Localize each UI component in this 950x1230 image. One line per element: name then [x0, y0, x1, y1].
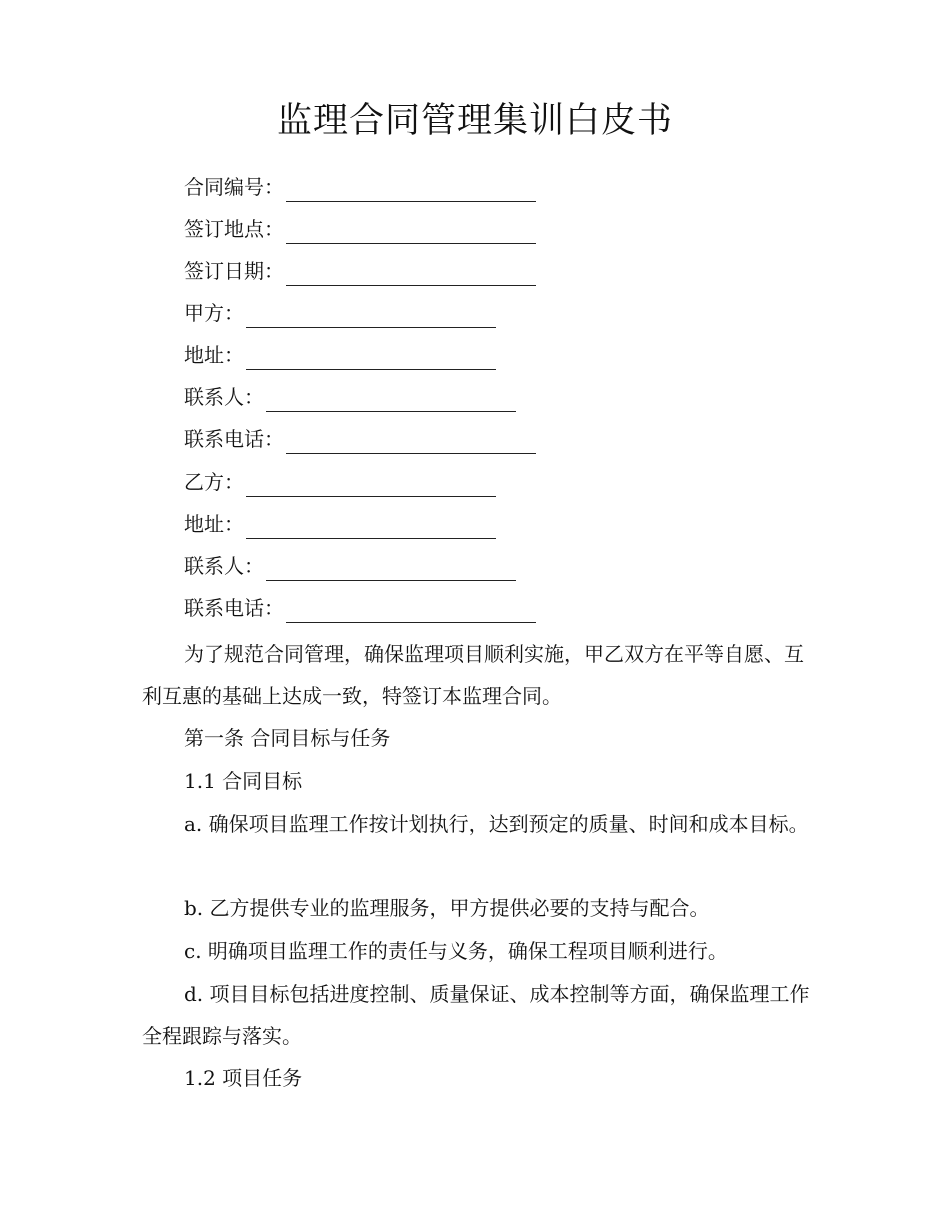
contract-number-field	[184, 172, 536, 202]
field-label: 甲方：	[184, 301, 244, 325]
blank-line	[246, 347, 496, 370]
field-label: 联系电话：	[184, 596, 284, 620]
field-label: 签订日期：	[184, 259, 284, 283]
field-label: 地址：	[184, 512, 244, 536]
intro-paragraph: 为了规范合同管理，确保监理项目顺利实施，甲乙双方在平等自愿、互利互惠的基础上达成一致，特签订本监理合同。	[142, 642, 804, 708]
blank-line	[266, 558, 516, 581]
item-d-paragraph: d. 项目目标包括进度控制、质量保证、成本控制等方面，确保监理工作全程跟踪与落实。	[142, 982, 810, 1048]
blank-line	[286, 179, 536, 202]
blank-line	[286, 600, 536, 623]
blank-line	[246, 305, 496, 328]
blank-line	[286, 431, 536, 454]
field-label: 地址：	[184, 343, 244, 367]
field-label: 联系人：	[184, 554, 264, 578]
blank-line	[286, 263, 536, 286]
party-a-phone-field	[184, 424, 536, 454]
section-1-1-heading: 1.1 合同目标	[184, 769, 303, 793]
party-a-field	[184, 298, 496, 328]
signing-place-field	[184, 214, 536, 244]
item-a-paragraph: a. 确保项目监理工作按计划执行，达到预定的质量、时间和成本目标。	[184, 812, 809, 836]
signing-date-field	[184, 256, 536, 286]
article-one-heading: 第一条 合同目标与任务	[184, 726, 391, 750]
party-a-contact-field	[184, 382, 516, 412]
party-b-field	[184, 467, 496, 497]
party-b-phone-field	[184, 593, 536, 623]
item-b-paragraph: b. 乙方提供专业的监理服务，甲方提供必要的支持与配合。	[184, 896, 710, 920]
blank-line	[246, 516, 496, 539]
item-c-paragraph: c. 明确项目监理工作的责任与义务，确保工程项目顺利进行。	[184, 939, 728, 963]
field-label: 签订地点：	[184, 217, 284, 241]
section-1-2-heading: 1.2 项目任务	[184, 1066, 303, 1090]
field-label: 联系电话：	[184, 427, 284, 451]
party-b-contact-field	[184, 551, 516, 581]
blank-line	[286, 221, 536, 244]
field-label: 联系人：	[184, 385, 264, 409]
blank-line	[266, 389, 516, 412]
field-label: 合同编号：	[184, 175, 284, 199]
party-b-address-field	[184, 509, 496, 539]
blank-line	[246, 474, 496, 497]
party-a-address-field	[184, 340, 496, 370]
field-label: 乙方：	[184, 470, 244, 494]
document-title: 监理合同管理集训白皮书	[276, 101, 673, 141]
